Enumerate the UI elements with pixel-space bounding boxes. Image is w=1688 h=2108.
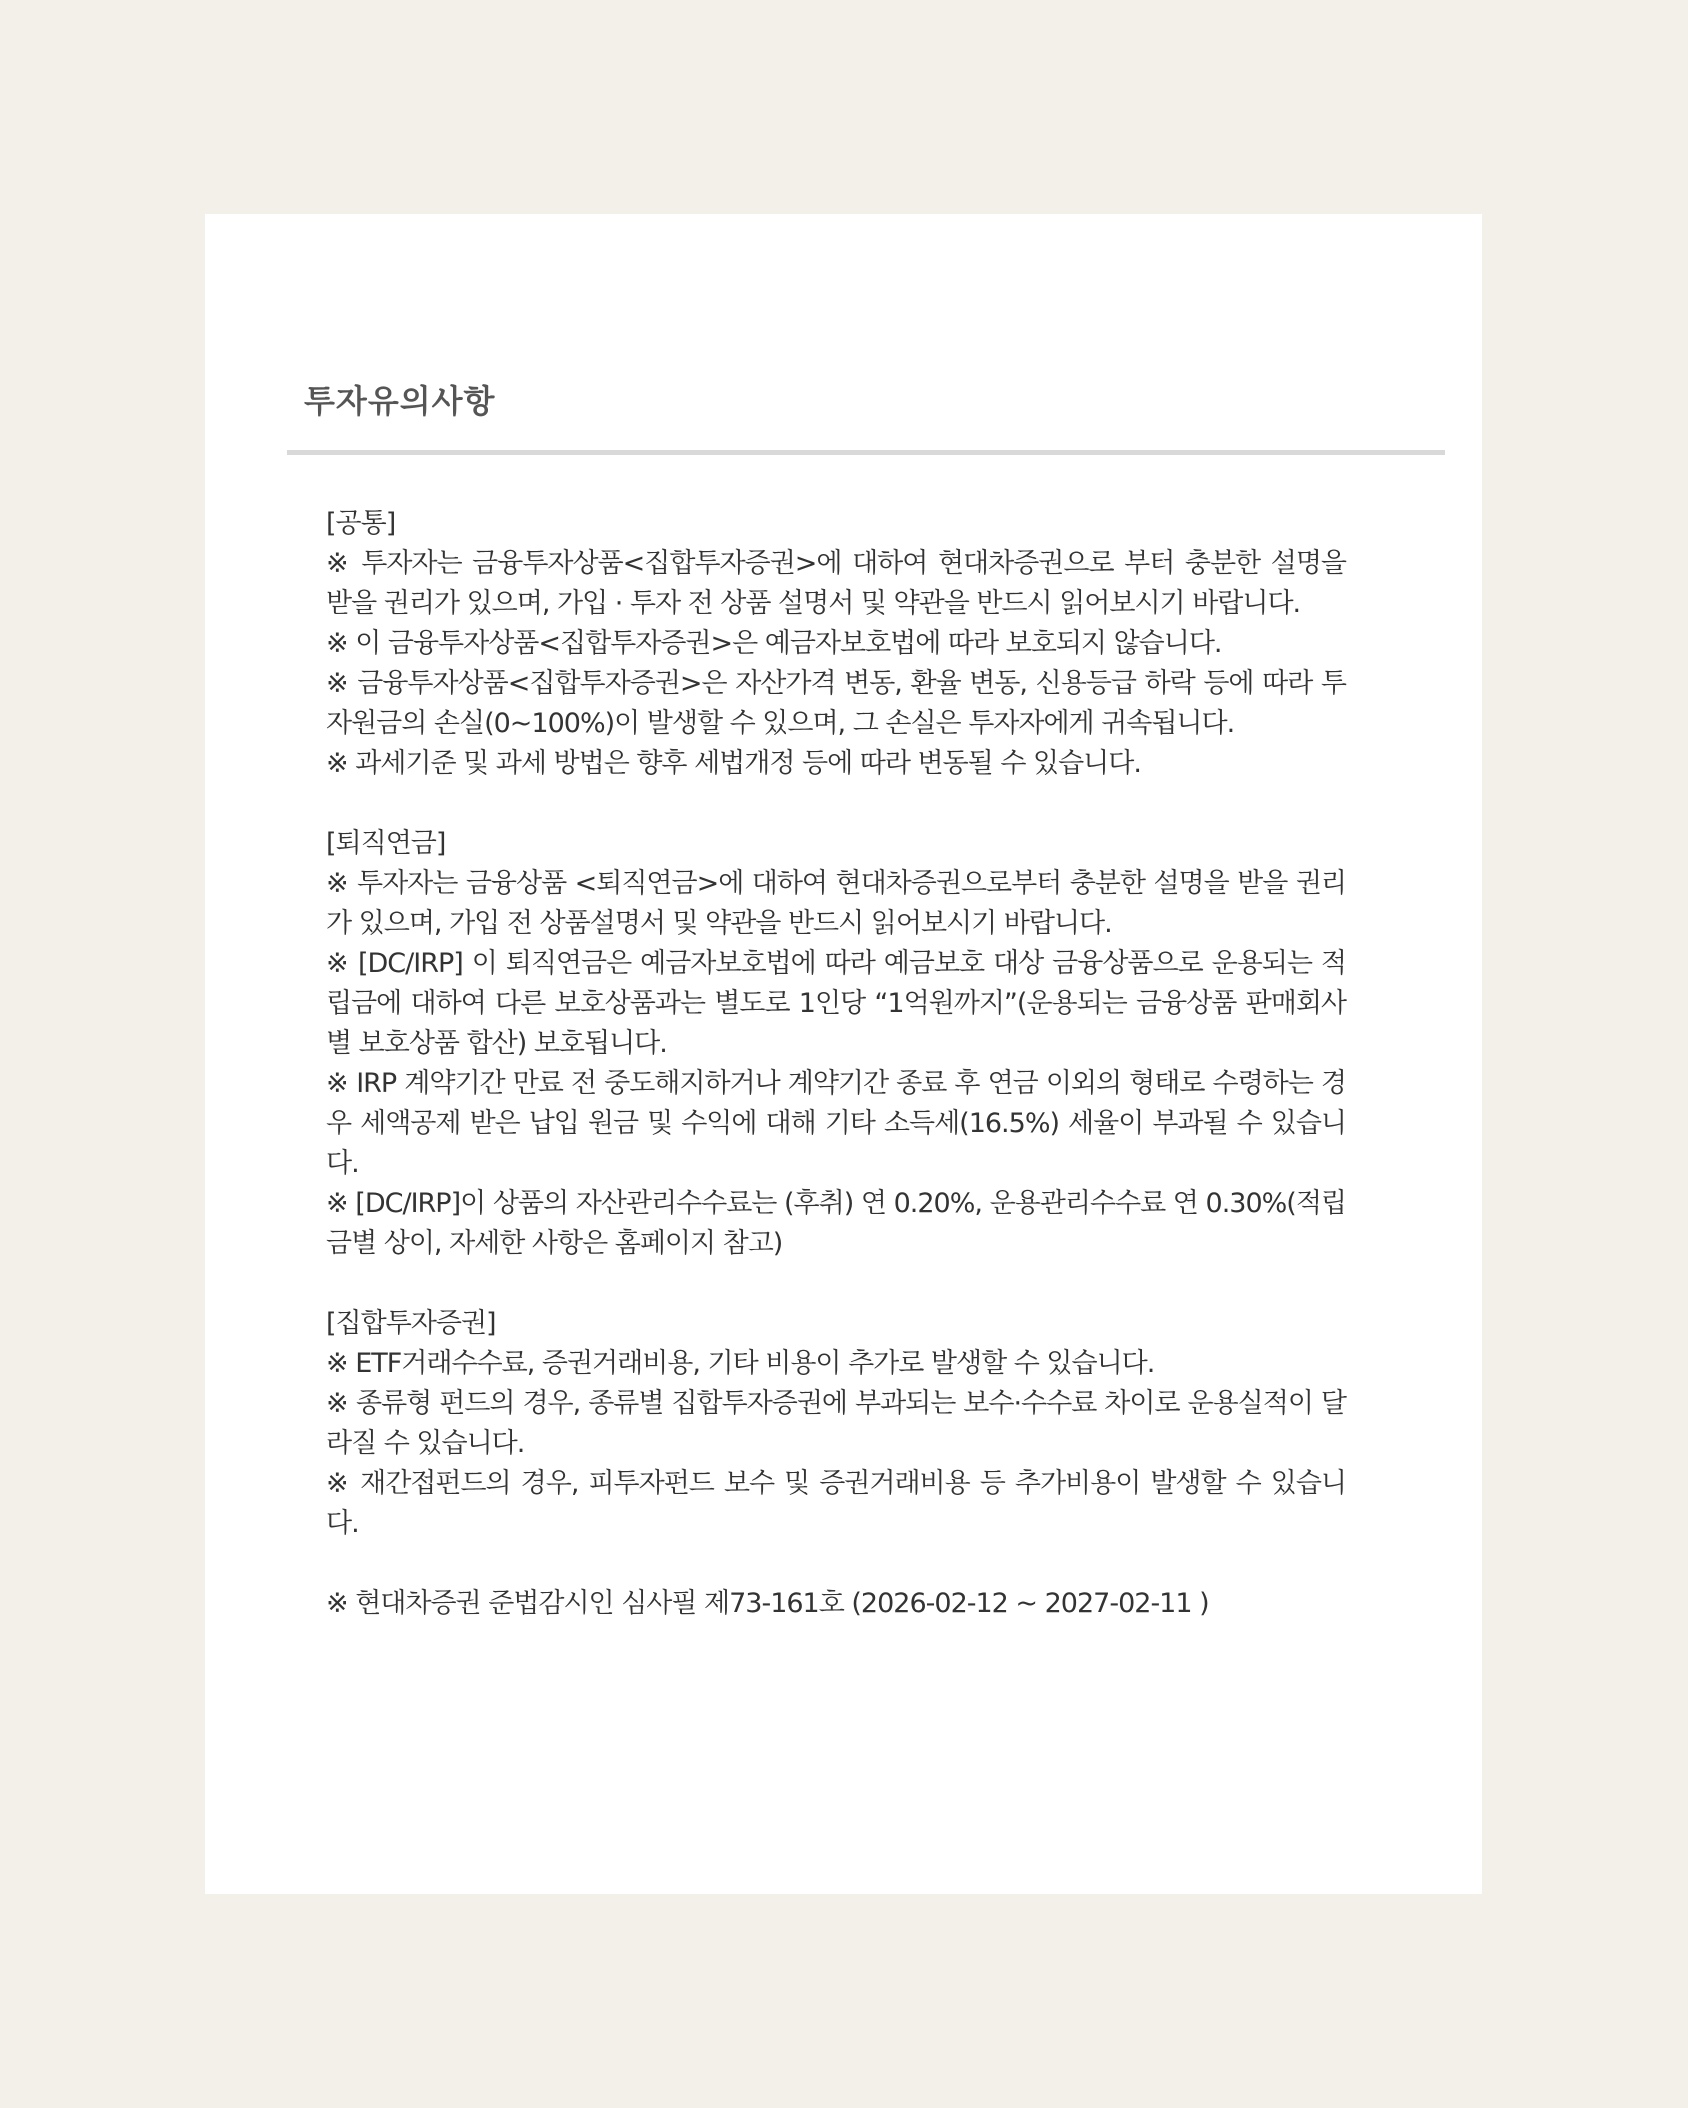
notice-paragraph: ※ 이 금융투자상품<집합투자증권>은 예금자보호법에 따라 보호되지 않습니다. xyxy=(326,628,1222,659)
section-heading: [집합투자증권] xyxy=(326,1308,496,1339)
section-common xyxy=(326,504,1346,784)
notice-paragraph: ※ 재간접펀드의 경우, 피투자펀드 보수 및 증권거래비용 등 추가비용이 발생할 수 있습니다. xyxy=(326,1468,1346,1539)
compliance-approval-note: ※ 현대차증권 준법감시인 심사필 제73-161호 (2026-02-12 ~ 2027-02-11 ) xyxy=(326,1588,1209,1619)
section-heading: [퇴직연금] xyxy=(326,828,446,859)
notice-paragraph: ※ [DC/IRP]이 상품의 자산관리수수료는 (후취) 연 0.20%, 운용관리수수료 연 0.30%(적립금별 상이, 자세한 사항은 홈페이지 참고) xyxy=(326,1188,1346,1259)
notice-paragraph: ※ 과세기준 및 과세 방법은 향후 세법개정 등에 따라 변동될 수 있습니다. xyxy=(326,748,1141,779)
notice-paragraph: ※ ETF거래수수료, 증권거래비용, 기타 비용이 추가로 발생할 수 있습니다. xyxy=(326,1348,1155,1379)
notice-paragraph: ※ [DC/IRP] 이 퇴직연금은 예금자보호법에 따라 예금보호 대상 금융상품으로 운용되는 적립금에 대하여 다른 보호상품과는 별도로 1인당 “1억원까지”(운용되는 금융상품 판매회사별 보호상품 합산) 보호됩니다. xyxy=(326,948,1346,1059)
notice-paragraph: ※ 금융투자상품<집합투자증권>은 자산가격 변동, 환율 변동, 신용등급 하락 등에 따라 투자원금의 손실(0~100%)이 발생할 수 있으며, 그 손실은 투자자에게 귀속됩니다. xyxy=(326,668,1346,739)
notice-paragraph: ※ 종류형 펀드의 경우, 종류별 집합투자증권에 부과되는 보수·수수료 차이로 운용실적이 달라질 수 있습니다. xyxy=(326,1388,1346,1459)
section-heading: [공통] xyxy=(326,508,396,539)
section-collective-investment xyxy=(326,1304,1346,1544)
disclaimer-content xyxy=(326,504,1346,1624)
page-title: 투자유의사항 xyxy=(304,382,496,420)
title-divider xyxy=(287,450,1445,455)
notice-paragraph: ※ 투자자는 금융상품 <퇴직연금>에 대하여 현대차증권으로부터 충분한 설명을 받을 권리가 있으며, 가입 전 상품설명서 및 약관을 반드시 읽어보시기 바랍니다. xyxy=(326,868,1346,939)
section-retirement-pension xyxy=(326,824,1346,1264)
notice-paragraph: ※ IRP 계약기간 만료 전 중도해지하거나 계약기간 종료 후 연금 이외의 형태로 수령하는 경우 세액공제 받은 납입 원금 및 수익에 대해 기타 소득세(16.5%) 세율이 부과될 수 있습니다. xyxy=(326,1068,1346,1179)
notice-paragraph: ※ 투자자는 금융투자상품<집합투자증권>에 대하여 현대차증권으로 부터 충분한 설명을 받을 권리가 있으며, 가입 · 투자 전 상품 설명서 및 약관을 반드시 읽어보시기 바랍니다. xyxy=(326,548,1346,619)
disclaimer-card xyxy=(205,214,1482,1894)
